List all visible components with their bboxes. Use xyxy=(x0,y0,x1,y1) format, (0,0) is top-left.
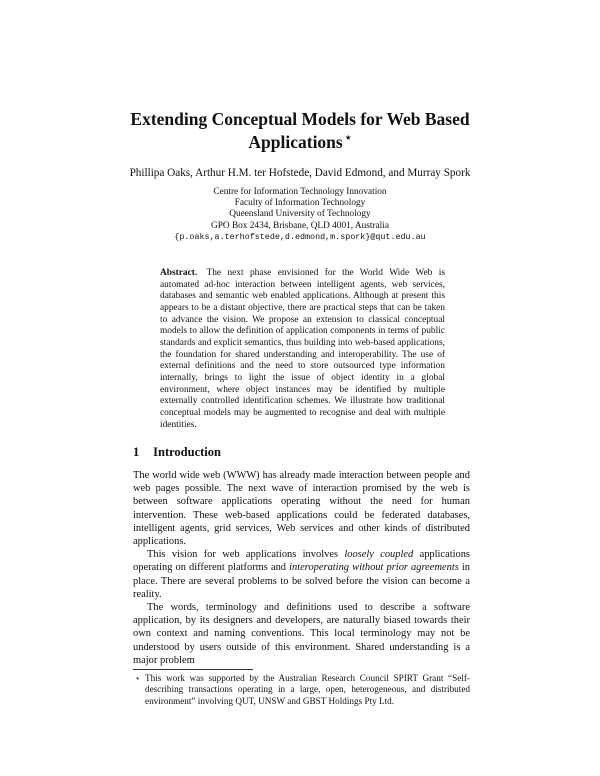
abstract-label: Abstract. xyxy=(160,268,198,278)
emphasis-text: loosely coupled xyxy=(344,549,414,561)
paragraph: The words, terminology and definitions used to describe a software application, by its designers and developers, are naturally biased towards their own context and naming conventions. This local terminology may not be understood by users outside of this environment. Shared understanding is a major problem xyxy=(133,602,470,666)
footnote xyxy=(133,673,470,707)
affiliation-block xyxy=(150,187,450,243)
paragraph-text: This vision for web applications involves xyxy=(147,549,345,561)
affiliation-line: Queensland University of Technology xyxy=(229,209,371,220)
footnote-mark: ⋆ xyxy=(135,673,141,683)
paragraph-text: applications operating on different platforms and xyxy=(133,549,470,574)
author-emails: {p.oaks,a.terhofstede,d.edmond,m.spork}@qut.edu.au xyxy=(174,231,426,242)
title-footnote-mark: ⋆ xyxy=(344,132,352,144)
paper-title-text: Extending Conceptual Models for Web Based Applications xyxy=(130,109,470,152)
abstract xyxy=(160,268,445,431)
emphasis-text: interoperating without prior agreements xyxy=(289,562,459,574)
body-text xyxy=(133,469,470,667)
affiliation-line: Centre for Information Technology Innovation xyxy=(213,187,387,197)
affiliation-line: Faculty of Information Technology xyxy=(234,198,366,209)
author-list: Phillipa Oaks, Arthur H.M. ter Hofstede, David Edmond, and Murray Spork xyxy=(129,167,471,179)
affiliation-line: GPO Box 2434, Brisbane, QLD 4001, Australia xyxy=(211,220,389,231)
paragraph xyxy=(133,548,470,601)
paper-title xyxy=(110,110,490,152)
section-heading xyxy=(133,445,221,459)
footnote-rule xyxy=(133,669,253,670)
section-title: Introduction xyxy=(153,445,221,459)
paragraph: The world wide web (WWW) has already made interaction between people and web pages possible. The next wave of interaction promised by the web is between software applications operating without the need for human intervention. These web-based applications could be federated databases, intelligent agents, grid services, Web services and other kinds of distributed applications. xyxy=(133,470,470,548)
paragraph-text: in place. There are several problems to be solved before the vision can become a reality. xyxy=(133,562,471,600)
abstract-text: The next phase envisioned for the World Wide Web is automated ad-hoc interaction between intelligent agents, web services, databases and semantic web enabled applications. Although at present this appears to be a distant objective, there are practical steps that can be taken to advance the vision. We propose an extension to classical conceptual models to allow the definition of application components in terms of public standards and explicit semantics, thus building into web-based applications, the foundation for shared understanding and interoperability. The use of external definitions and the need to store outsourced type information internally, brings to light the issue of object identity in a global environment, where object instances may be identified by multiple externally controlled identification schemes. We illustrate how traditional conceptual models may be augmented to recognise and deal with multiple identities. xyxy=(160,268,445,430)
section-number: 1 xyxy=(133,445,140,459)
footnote-text: This work was supported by the Australian Research Council SPIRT Grant “Self-describing transactions operating in a large, open, heterogeneous, and distributed environment” involving QUT, UNSW and GBST Holdings Pty Ltd. xyxy=(145,673,470,706)
